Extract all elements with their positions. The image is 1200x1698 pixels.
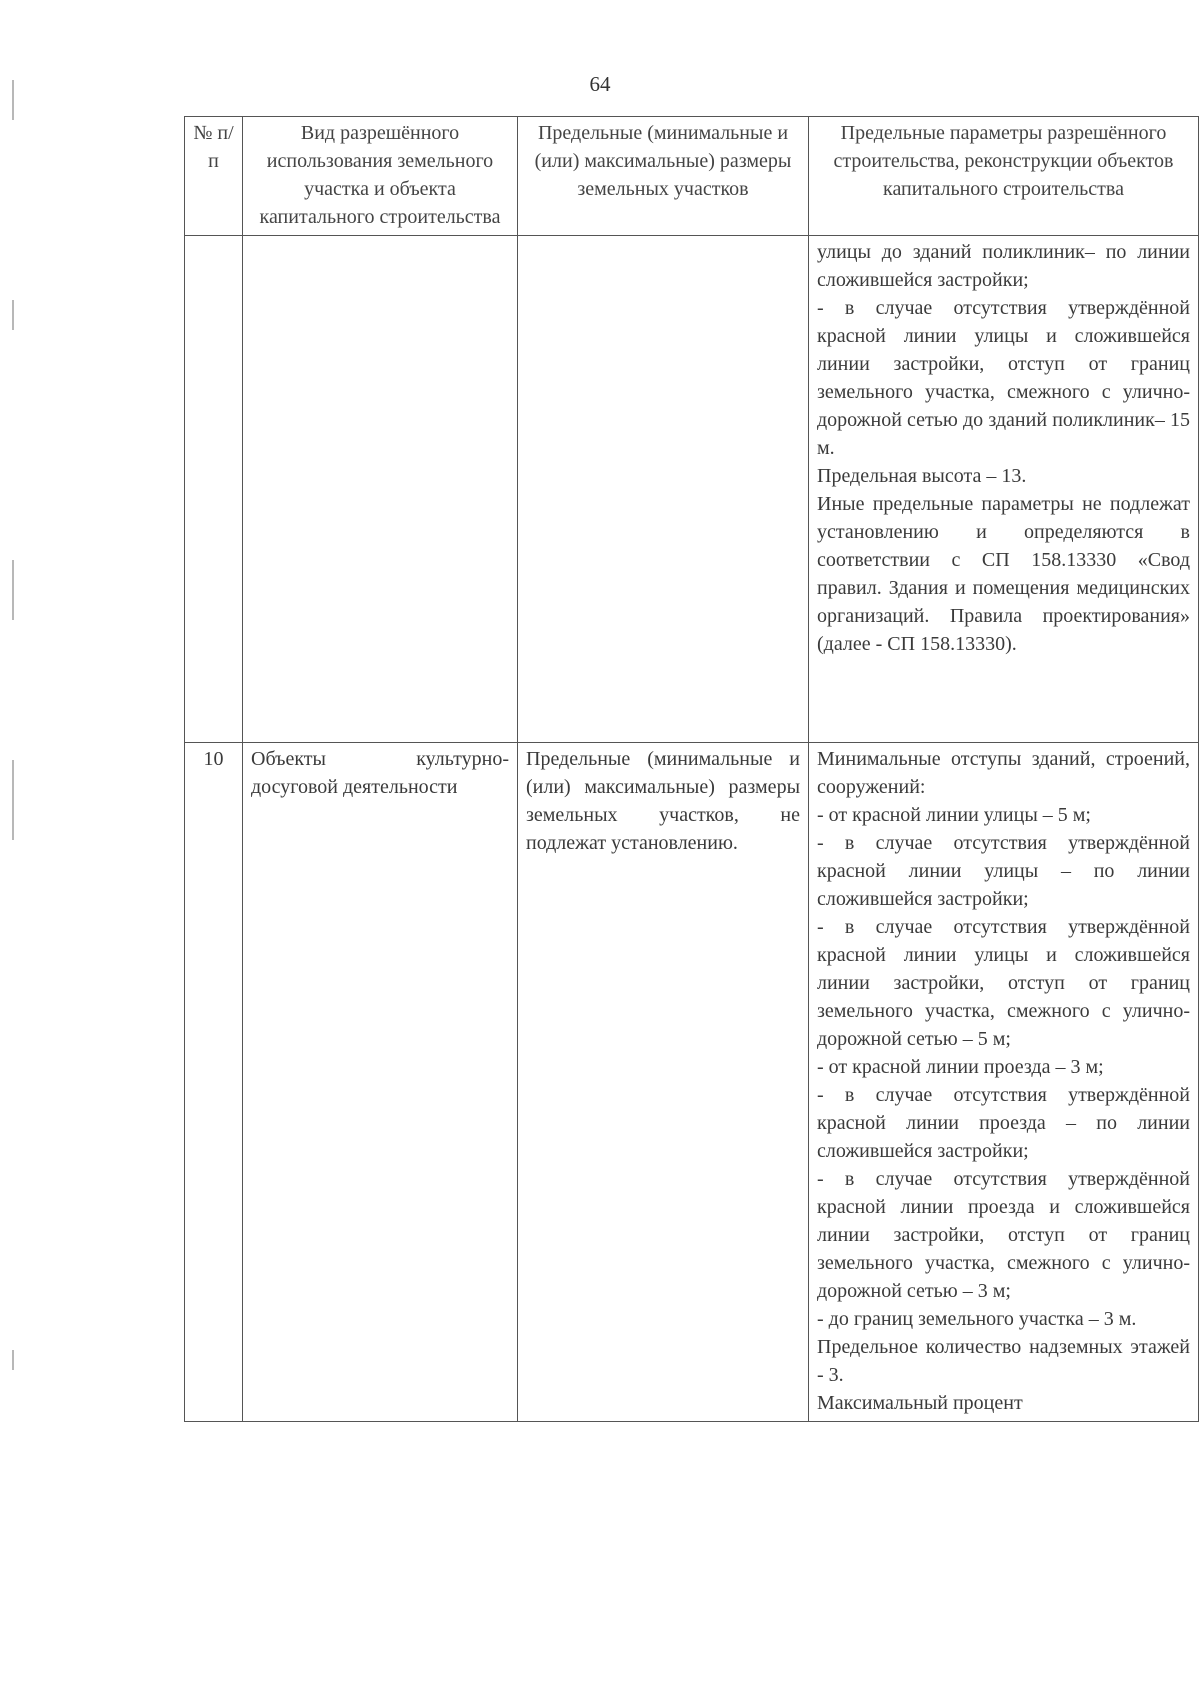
scan-margin-mark	[12, 760, 14, 840]
cell-number: 10	[185, 743, 243, 1422]
cell-permitted-use	[243, 236, 518, 743]
param-paragraph: Иные предельные параметры не подлежат установлению и определяются в соответствии с СП 158.13330 «Свод правил. Здания и помещения медицинских организаций. Правила проектирования» (далее - СП 158.13330).	[817, 493, 1190, 655]
table-header-row	[185, 117, 1199, 236]
regulations-table	[184, 116, 1199, 1422]
cell-plot-size: Предельные (минимальные и (или) максимальные) размеры земельных участков, не подлежат установлению.	[518, 743, 809, 1422]
table-row	[185, 236, 1199, 743]
header-plot-size: Предельные (минимальные и (или) максимальные) размеры земельных участков	[518, 117, 809, 236]
header-construction-params: Предельные параметры разрешённого строительства, реконструкции объектов капитального строительства	[809, 117, 1199, 236]
cell-construction-params	[809, 743, 1199, 1422]
param-paragraph: - в случае отсутствия утверждённой красной линии улицы – по линии сложившейся застройки;	[817, 832, 1190, 910]
param-paragraph: Предельная высота – 13.	[817, 465, 1027, 487]
scan-margin-mark	[12, 1350, 14, 1370]
cell-number	[185, 236, 243, 743]
scan-margin-mark	[12, 560, 14, 620]
cell-plot-size	[518, 236, 809, 743]
param-paragraph: - от красной линии проезда – 3 м;	[817, 1056, 1104, 1078]
param-paragraph: Минимальные отступы зданий, строений, сооружений:	[817, 748, 1190, 798]
cell-permitted-use: Объекты культурно-досуговой деятельности	[243, 743, 518, 1422]
table-row	[185, 743, 1199, 1422]
page-number: 64	[589, 72, 611, 96]
param-paragraph: - в случае отсутствия утверждённой красной линии проезда и сложившейся линии застройки, отступ от границ земельного участка, смежного с улично-дорожной сетью – 3 м;	[817, 1168, 1190, 1302]
param-paragraph: - в случае отсутствия утверждённой красной линии улицы и сложившейся линии застройки, отступ от границ земельного участка, смежного с улично-дорожной сетью – 5 м;	[817, 916, 1190, 1050]
param-paragraph: Предельное количество надземных этажей - 3.	[817, 1336, 1190, 1386]
header-number: № п/п	[185, 117, 243, 236]
param-paragraph: - от красной линии улицы – 5 м;	[817, 804, 1091, 826]
param-paragraph: улицы до зданий поликлиник– по линии сложившейся застройки;	[817, 241, 1190, 291]
param-paragraph: - в случае отсутствия утверждённой красной линии улицы и сложившейся линии застройки, отступ от границ земельного участка, смежного с улично-дорожной сетью до зданий поликлиник– 15 м.	[817, 297, 1190, 459]
param-paragraph: - в случае отсутствия утверждённой красной линии проезда – по линии сложившейся застройки;	[817, 1084, 1190, 1162]
param-paragraph: Максимальный процент	[817, 1392, 1023, 1414]
header-permitted-use: Вид разрешённого использования земельного участка и объекта капитального строительства	[243, 117, 518, 236]
param-paragraph: - до границ земельного участка – 3 м.	[817, 1308, 1137, 1330]
cell-construction-params	[809, 236, 1199, 743]
scan-margin-mark	[12, 300, 14, 330]
